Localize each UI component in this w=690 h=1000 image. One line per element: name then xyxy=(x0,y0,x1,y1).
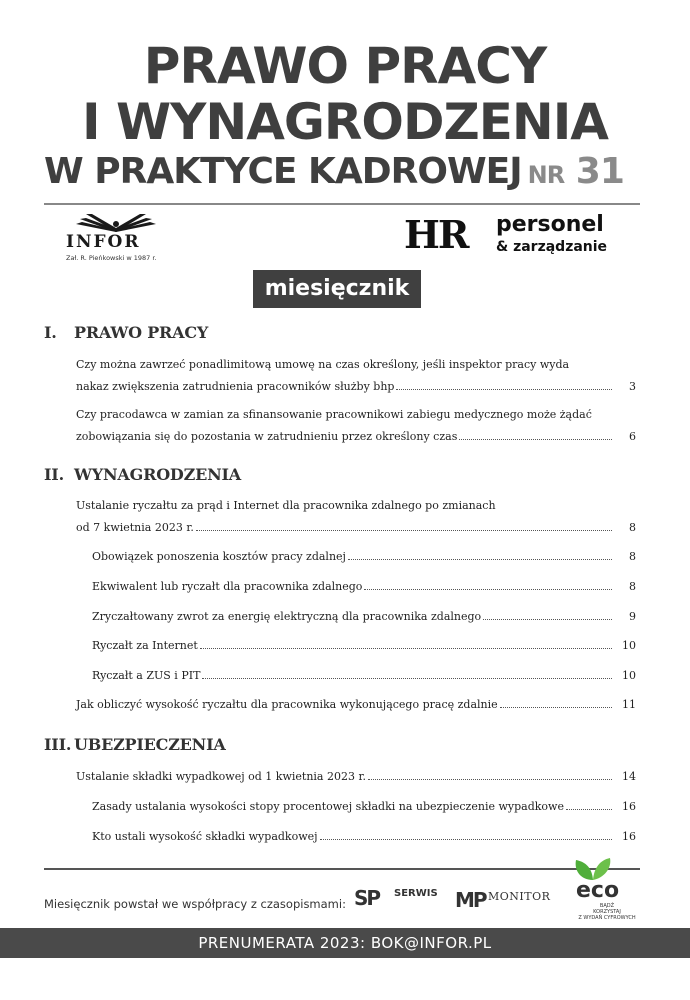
toc-subentry[interactable] xyxy=(92,635,636,657)
toc-entry-line: Ekwiwalent lub ryczałt dla pracownika zdalnego xyxy=(92,580,363,593)
infor-logo-text: INFOR xyxy=(66,232,141,252)
toc-entry-line: Czy pracodawca w zamian za sfinansowanie pracownikowi zabiegu medycznego może żądać xyxy=(76,408,592,421)
toc-subentry[interactable] xyxy=(92,606,636,628)
toc-subentry[interactable] xyxy=(92,576,636,598)
infor-logo xyxy=(66,210,186,265)
dot-leader xyxy=(368,779,612,780)
section-title-prawo-pracy xyxy=(44,323,208,342)
section-title-wynagrodzenia xyxy=(44,465,241,484)
title-line-1: PRAWO PRACY xyxy=(143,37,547,95)
toc-entry-line: Zasady ustalania wysokości stopy procentowej składki na ubezpieczenie wypadkowe xyxy=(92,800,564,813)
hr-logo-mark: HR xyxy=(404,212,468,257)
monitor-logo-mark: MP xyxy=(455,888,486,912)
page-number: 10 xyxy=(622,639,636,652)
toc-entry-line: od 7 kwietnia 2023 r. xyxy=(76,521,194,534)
toc-entry-line: Jak obliczyć wysokość ryczałtu dla pracownika wykonującego pracę zdalnie xyxy=(76,698,498,711)
hr-logo-line-1: personel xyxy=(496,212,604,237)
toc-entry-line: Zryczałtowany zwrot za energię elektryczną dla pracownika zdalnego xyxy=(92,610,482,623)
toc-entry-line: Ustalanie składki wypadkowej od 1 kwietnia 2023 r. xyxy=(76,770,367,783)
page-number: 10 xyxy=(622,669,636,682)
serwis-logo-text: SERWIS xyxy=(394,888,438,899)
section-heading: WYNAGRODZENIA xyxy=(74,465,242,484)
toc-entry[interactable] xyxy=(76,354,636,398)
section-heading: UBEZPIECZENIA xyxy=(74,735,226,754)
issue-number: 31 xyxy=(575,151,624,192)
publication-title xyxy=(0,38,690,197)
footer-divider xyxy=(44,868,640,870)
toc-subentry[interactable] xyxy=(92,665,636,687)
toc-entry[interactable] xyxy=(76,694,636,716)
page-number: 16 xyxy=(622,800,636,813)
title-line-3 xyxy=(0,150,690,197)
page-number: 8 xyxy=(629,550,636,563)
serwis-logo-mark: SP xyxy=(354,886,380,910)
toc-entry-line: Kto ustali wysokość składki wypadkowej xyxy=(92,830,318,843)
toc-entry[interactable] xyxy=(76,495,636,539)
toc-entry-line: Ryczałt za Internet xyxy=(92,639,198,652)
dot-leader xyxy=(483,619,612,620)
page-number: 8 xyxy=(629,580,636,593)
title-line-3-text: W PRAKTYCE KADROWEJ xyxy=(44,151,522,192)
dot-leader xyxy=(320,839,612,840)
dot-leader xyxy=(500,707,612,708)
toc-entry[interactable] xyxy=(76,766,636,788)
page-number: 8 xyxy=(629,521,636,534)
header-divider xyxy=(44,203,640,205)
section-number: II. xyxy=(44,465,64,484)
section-title-ubezpieczenia xyxy=(44,735,226,754)
page-number: 16 xyxy=(622,830,636,843)
infor-logo-subtitle: Zał. R. Pieńkowski w 1987 r. xyxy=(66,254,157,262)
toc-subentry[interactable] xyxy=(92,826,636,848)
dot-leader xyxy=(196,530,612,531)
toc-entry-line: Czy można zawrzeć ponadlimitową umowę na czas określony, jeśli inspektor pracy wyda xyxy=(76,358,570,371)
hr-logo-line-2: & zarządzanie xyxy=(496,239,608,255)
monitor-logo xyxy=(455,888,555,916)
frequency-badge: miesięcznik xyxy=(253,270,421,308)
dot-leader xyxy=(364,589,612,590)
toc-entry-line: zobowiązania się do pozostania w zatrudnieniu przez określony czas xyxy=(76,430,458,443)
section-heading: PRAWO PRACY xyxy=(74,323,209,342)
dot-leader xyxy=(200,648,612,649)
serwis-logo xyxy=(354,886,438,914)
dot-leader xyxy=(348,559,612,560)
issue-label: NR xyxy=(527,161,565,189)
toc-entry-line: Obowiązek ponoszenia kosztów pracy zdalnej xyxy=(92,550,346,563)
page-number: 14 xyxy=(622,770,636,783)
toc-subentry[interactable] xyxy=(92,546,636,568)
eco-logo-text: eco xyxy=(576,878,620,903)
toc-entry[interactable] xyxy=(76,404,636,448)
eco-logo xyxy=(566,856,646,922)
page-number: 6 xyxy=(629,430,636,443)
eco-logo-subtitle: BĄDŹ KORZYSTAJ Z WYDAŃ CYFROWYCH xyxy=(578,903,636,921)
page-number: 11 xyxy=(622,698,636,711)
cooperation-text: Miesięcznik powstał we współpracy z czasopismami: xyxy=(44,897,346,911)
dot-leader xyxy=(202,678,612,679)
toc-entry-line: nakaz zwiększenia zatrudnienia pracowników służby bhp xyxy=(76,380,395,393)
section-number: I. xyxy=(44,323,57,342)
title-line-2: I WYNAGRODZENIA xyxy=(81,93,608,151)
subscription-footer[interactable]: PRENUMERATA 2023: BOK@INFOR.PL xyxy=(0,928,690,958)
dot-leader xyxy=(396,389,612,390)
dot-leader xyxy=(459,439,612,440)
page-number: 3 xyxy=(629,380,636,393)
toc-entry-line: Ustalanie ryczałtu za prąd i Internet dla pracownika zdalnego po zmianach xyxy=(76,499,496,512)
dot-leader xyxy=(566,809,612,810)
hr-personel-logo xyxy=(404,212,640,262)
page-number: 9 xyxy=(629,610,636,623)
monitor-logo-text: MONITOR xyxy=(488,890,551,903)
toc-subentry[interactable] xyxy=(92,796,636,818)
toc-entry-line: Ryczałt a ZUS i PIT xyxy=(92,669,201,682)
section-number: III. xyxy=(44,735,72,754)
